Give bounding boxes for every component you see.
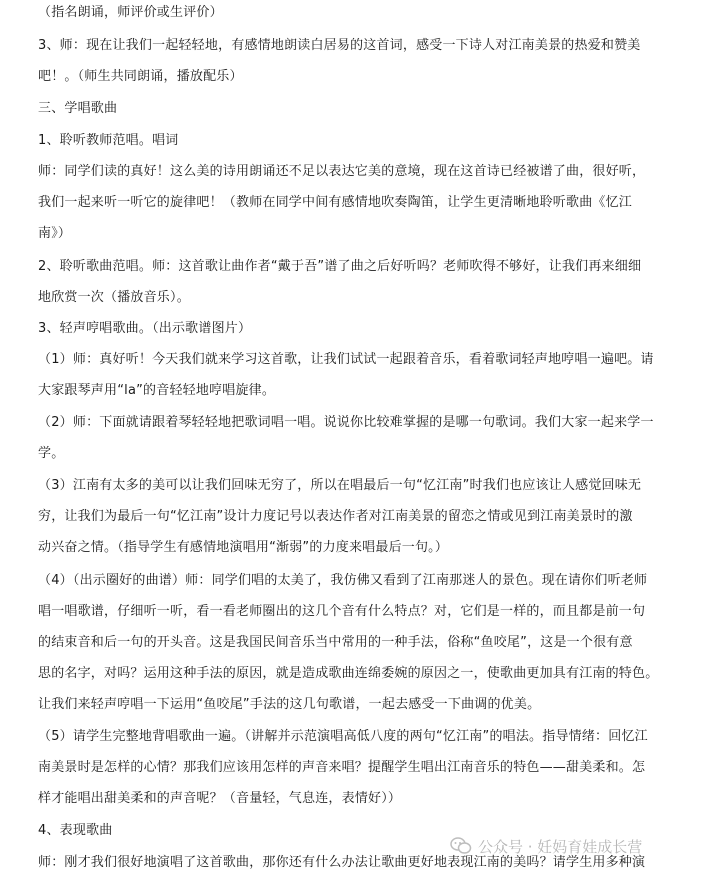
text-line: 地欣赏一次（播放音乐）。 (38, 290, 190, 305)
section-heading: 三、学唱歌曲 (38, 101, 118, 116)
text-line: 南》） (38, 226, 72, 241)
text-line: 思的名字，对吗？运用这种手法的原因，就是造成歌曲连绵委婉的原因之一，使歌曲更加具有江南的特色。 (38, 666, 659, 681)
text-line: 2、聆听歌曲范唱。师：这首歌让曲作者“戴于吾”谱了曲之后好听吗？老师吹得不够好，让我们再来细细 (38, 259, 642, 274)
text-line: 唱一唱歌谱，仔细听一听，看一看老师圈出的这几个音有什么特点？对，它们是一样的，而且都是前一句 (38, 604, 646, 619)
text-line: 样才能唱出甜美柔和的声音呢？（音量轻，气息连，表情好）） (38, 791, 402, 806)
text-line: 我们一起来听一听它的旋律吧！（教师在同学中间有感情地吹奏陶笛，让学生更清晰地聆听歌曲《忆江 (38, 195, 633, 210)
text-line: 吧！。（师生共同朗诵，播放配乐） (38, 69, 243, 84)
text-line: 学。 (38, 446, 65, 461)
text-line: （指名朗诵，师评价或生评价） (38, 5, 223, 20)
text-line: 穷，让我们为最后一句“忆江南”设计力度记号以表达作者对江南美景的留恋之情或见到江南美景时的激 (38, 509, 633, 524)
text-line: 让我们来轻声哼唱一下运用“鱼咬尾”手法的这几句歌谱，一起去感受一下曲调的优美。 (38, 697, 541, 712)
text-line: 3、轻声哼唱歌曲。（出示歌谱图片） (38, 321, 252, 336)
text-line: （1）师：真好听！今天我们就来学习这首歌，让我们试试一起跟着音乐，看着歌词轻声地哼唱一遍吧。请 (38, 352, 654, 367)
text-line: 师：同学们读的真好！这么美的诗用朗诵还不足以表达它美的意境，现在这首诗已经被谱了曲，很好听， (38, 164, 646, 179)
watermark (450, 834, 642, 858)
text-line: 1、聆听教师范唱。唱词 (38, 133, 179, 148)
text-line: 3、师：现在让我们一起轻轻地，有感情地朗读白居易的这首词，感受一下诗人对江南美景的热爱和赞美 (38, 38, 641, 53)
text-line: 4、表现歌曲 (38, 823, 113, 838)
text-line: 的结束音和后一句的开头音。这是我国民间音乐当中常用的一种手法，俗称“鱼咬尾”，这是一个很有意 (38, 635, 633, 650)
text-line: 南美景时是怎样的心情？那我们应该用怎样的声音来唱？提醒学生唱出江南音乐的特色——甜美柔和。怎 (38, 760, 646, 775)
text-line: （4）（出示圈好的曲谱）师：同学们唱的太美了，我仿佛又看到了江南那迷人的景色。现在请你们听老师 (38, 573, 648, 588)
text-line: 师：刚才我们很好地演唱了这首歌曲，那你还有什么办法让歌曲更好地表现江南的美吗？请学生用多种演 (38, 855, 646, 870)
watermark-text: 公众号 · 妊妈育娃成长营 (478, 837, 643, 856)
text-line: 大家跟琴声用“la”的音轻轻地哼唱旋律。 (38, 383, 276, 398)
text-line: （3）江南有太多的美可以让我们回味无穷了，所以在唱最后一句“忆江南”时我们也应该让人感觉回味无 (38, 478, 642, 493)
text-line: 动兴奋之情。（指导学生有感情地演唱用“渐弱”的力度来唱最后一句。） (38, 540, 449, 555)
text-line: （2）师：下面就请跟着琴轻轻地把歌词唱一唱。说说你比较难掌握的是哪一句歌词。我们大家一起来学一 (38, 415, 654, 430)
wechat-icon (450, 837, 472, 855)
text-line: （5）请学生完整地背唱歌曲一遍。（讲解并示范演唱高低八度的两句“忆江南”的唱法。指导情绪：回忆江 (38, 729, 648, 744)
